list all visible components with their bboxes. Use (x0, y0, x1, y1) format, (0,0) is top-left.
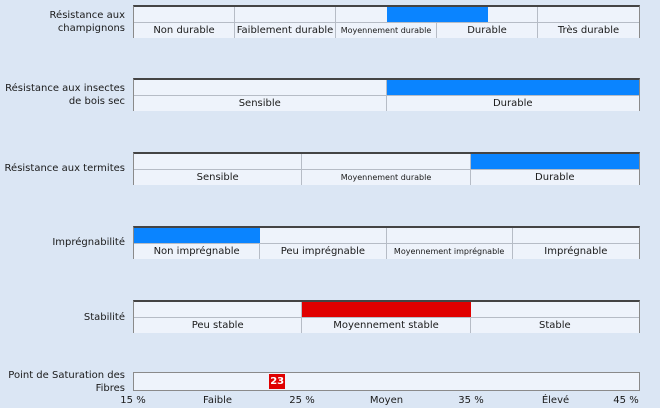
class-fill-champignons-2 (387, 7, 438, 22)
class-fill-champignons-3 (437, 7, 488, 22)
class-label-champignons-0: Non durable (134, 22, 234, 38)
axis-label-0: 15 % (120, 395, 146, 406)
label-fungi-resistance: Résistance aux champignons (49, 10, 125, 34)
class-segment-stabilite-1 (302, 302, 470, 333)
class-fill-termites-2 (471, 154, 639, 169)
class-fill-insectes-1 (387, 80, 640, 95)
axis-label-4: 35 % (458, 395, 484, 406)
class-label-termites-0: Sensible (134, 169, 301, 185)
class-label-champignons-3: Durable (437, 22, 537, 38)
axis-label-5: Élevé (541, 395, 570, 406)
scale-impregnability (133, 226, 640, 259)
label-termite-resistance: Résistance aux termites (4, 163, 125, 174)
class-label-champignons-4: Très durable (538, 22, 639, 38)
label-fiber-saturation: Point de Saturation des Fibres (8, 370, 125, 394)
scale-insect-resistance (133, 78, 640, 111)
label-insect-resistance: Résistance aux insectes de bois sec (5, 83, 125, 107)
class-label-termites-2: Durable (471, 169, 639, 185)
class-label-stabilite-2: Stable (471, 317, 639, 333)
class-label-impregnabilite-0: Non imprégnable (134, 243, 259, 259)
label-impregnability: Imprégnabilité (52, 237, 125, 248)
class-segment-impregnabilite-1 (260, 228, 386, 259)
scale-stability (133, 300, 640, 333)
class-segment-termites-0 (134, 154, 302, 185)
class-label-champignons-2: Moyennement durable (336, 22, 436, 38)
class-label-stabilite-0: Peu stable (134, 317, 301, 333)
class-label-stabilite-1: Moyennement stable (302, 317, 469, 333)
class-segment-insectes-0 (134, 80, 387, 111)
axis-label-2: 25 % (289, 395, 315, 406)
class-segment-champignons-1 (235, 7, 336, 38)
class-segment-champignons-0 (134, 7, 235, 38)
class-segment-termites-2 (471, 154, 639, 185)
class-segment-champignons-2 (336, 7, 437, 38)
label-stability: Stabilité (83, 312, 125, 323)
class-label-insectes-0: Sensible (134, 95, 386, 111)
axis-label-3: Moyen (369, 395, 404, 406)
class-segment-impregnabilite-0 (134, 228, 260, 259)
fiber-saturation-value-marker: 23 (270, 376, 285, 387)
class-fill-impregnabilite-0 (134, 228, 260, 243)
axis-label-6: 45 % (613, 395, 639, 406)
class-segment-stabilite-2 (471, 302, 639, 333)
class-segment-champignons-3 (437, 7, 538, 38)
class-fill-stabilite-1 (302, 302, 470, 317)
class-label-impregnabilite-1: Peu imprégnable (260, 243, 385, 259)
axis-label-1: Faible (202, 395, 233, 406)
fiber-saturation-bar (133, 372, 640, 391)
class-label-termites-1: Moyennement durable (302, 169, 469, 185)
class-label-impregnabilite-3: Imprégnable (513, 243, 639, 259)
class-segment-stabilite-0 (134, 302, 302, 333)
class-label-insectes-1: Durable (387, 95, 640, 111)
class-label-champignons-1: Faiblement durable (235, 22, 335, 38)
scale-termite-resistance (133, 152, 640, 185)
class-segment-impregnabilite-2 (387, 228, 513, 259)
scale-fungi-resistance (133, 5, 640, 38)
class-label-impregnabilite-2: Moyennement imprégnable (387, 243, 512, 259)
class-segment-champignons-4 (538, 7, 639, 38)
class-segment-impregnabilite-3 (513, 228, 639, 259)
class-segment-insectes-1 (387, 80, 640, 111)
class-segment-termites-1 (302, 154, 470, 185)
